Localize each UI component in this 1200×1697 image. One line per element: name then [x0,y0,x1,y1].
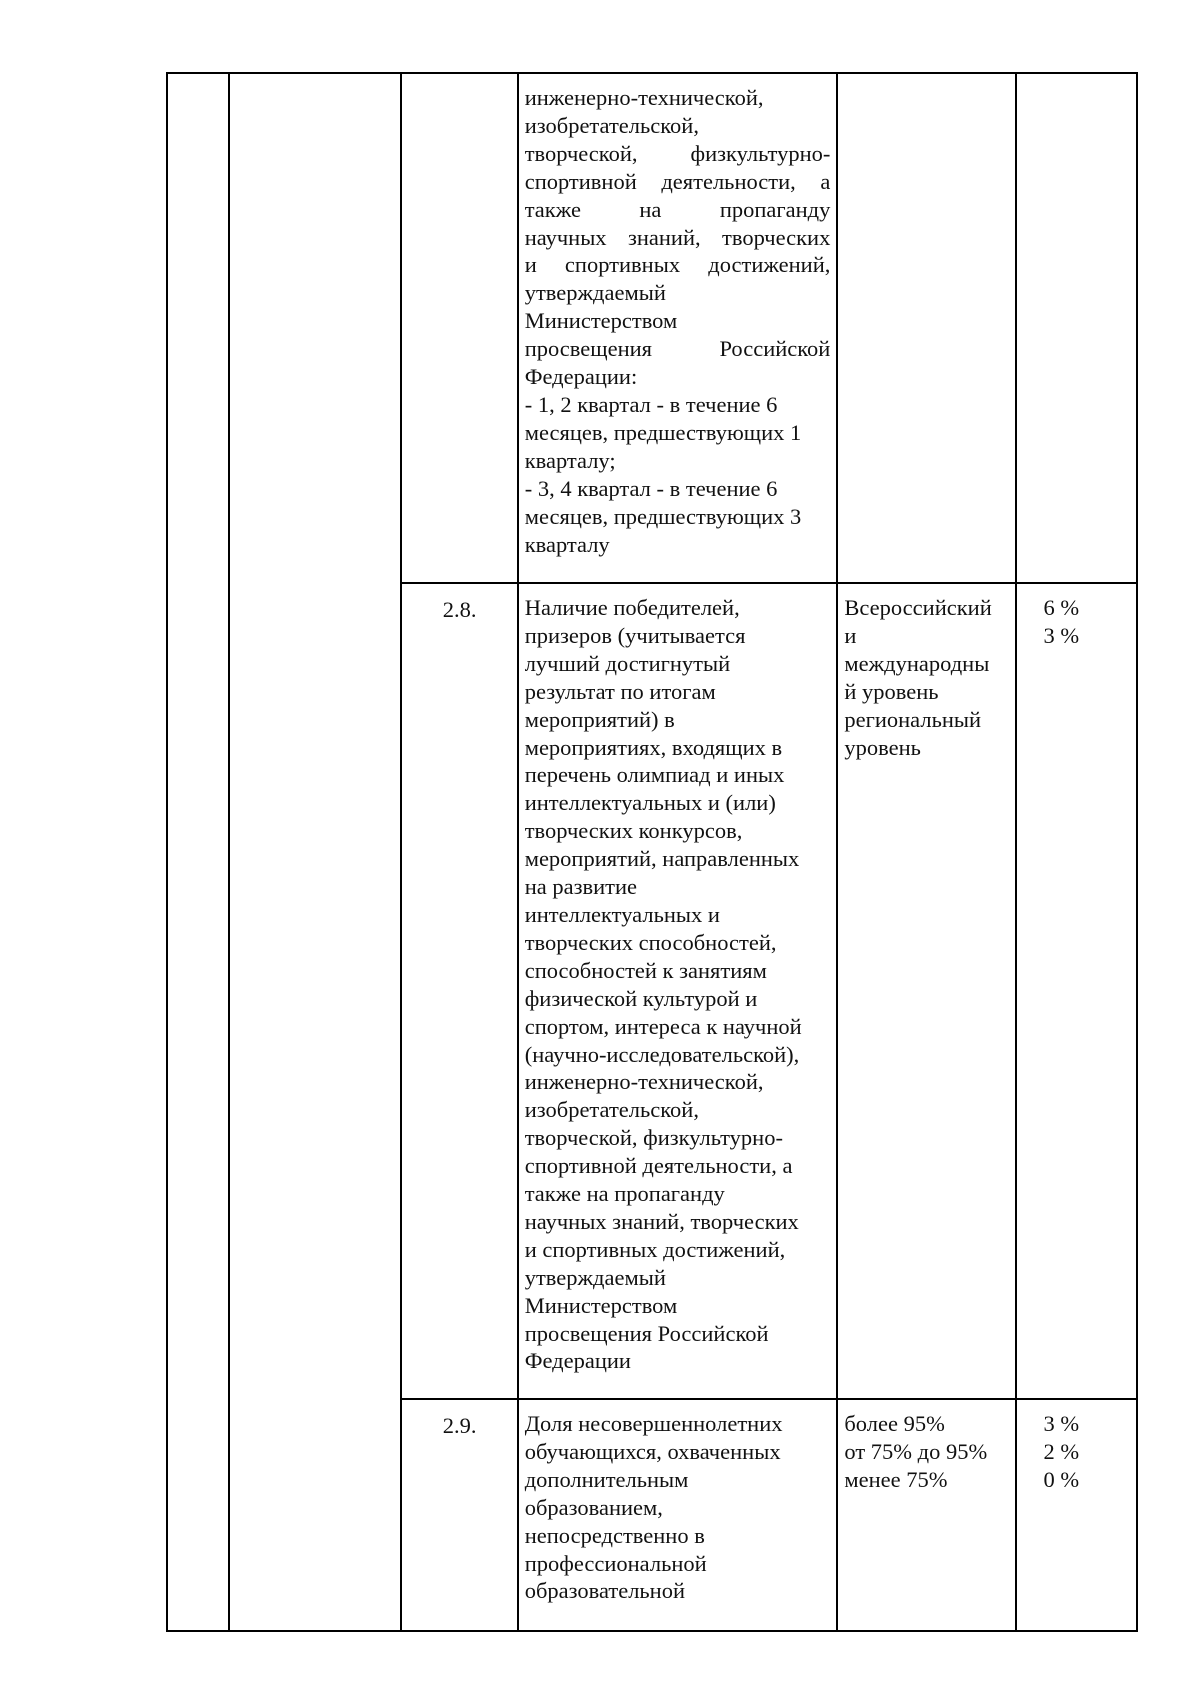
table-cell-criteria [837,73,1015,583]
indicator-text-continuation [518,73,838,583]
table-row [167,73,1137,583]
indicator-text: Доля несовершеннолетних обучающихся, охваченных дополнительным образованием, непосредственно в профессиональной образовательной [518,1399,838,1631]
text-line: кварталу [524,531,610,557]
text-line: и спортивных достижений, [524,252,831,278]
text-line: просвещения Российской [524,336,831,362]
table-cell-percent [1016,73,1137,583]
text-line: спортивной деятельности, а [524,168,831,194]
table-cell-empty [229,73,401,1631]
table-cell-empty [167,73,229,1631]
text-line: - 3, 4 квартал - в течение 6 [524,475,778,501]
text-line: месяцев, предшествующих 1 [524,419,802,445]
text-line: Федерации: [524,364,638,390]
text-line: кварталу; [524,447,616,473]
indicator-number: 2.9. [401,1399,517,1631]
text-line: - 1, 2 квартал - в течение 6 [524,391,778,417]
text-line: Министерством [524,308,678,334]
text-line: творческой, физкультурно- [524,140,831,166]
text-line: утверждаемый [524,280,666,306]
text-line: месяцев, предшествующих 3 [524,503,802,529]
percent-values: 3 % 2 % 0 % [1016,1399,1137,1631]
criteria-table [166,72,1138,1632]
text-line: также на пропаганду [524,196,831,222]
text-line: инженерно-технической, [524,85,764,110]
criteria-values: более 95% от 75% до 95% менее 75% [837,1399,1015,1631]
indicator-text: Наличие победителей, призеров (учитывается лучший достигнутый результат по итогам мероприятий) в мероприятиях, входящих в перечень олимпиад и иных интеллектуальных и (или) творческих конкурсов, мероприятий, направленных на развитие интеллектуальных и творческих способностей, способностей к занятиям физической культурой и спортом, интереса к научной (научно-исследовательской), инженерно-технической, изобретательской, творческой, физкультурно- спортивной деятельности, а также на пропаганду научных знаний, творческих и спортивных достижений, утверждаемый Министерством просвещения Российской Федерации [518,583,838,1399]
text-line: научных знаний, творческих [524,224,831,250]
text-line: изобретательской, [524,112,699,138]
percent-values: 6 % 3 % [1016,583,1137,1399]
indicator-number: 2.8. [401,583,517,1399]
criteria-values: Всероссийский и международны й уровень региональный уровень [837,583,1015,1399]
table-cell-number [401,73,517,583]
